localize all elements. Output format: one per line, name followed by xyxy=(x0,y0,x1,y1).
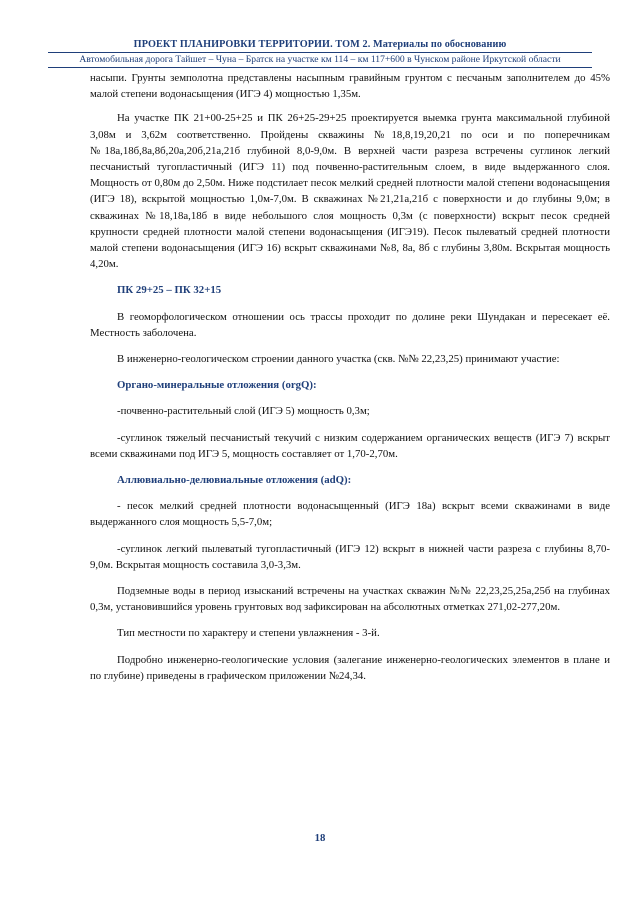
section-heading: Аллювиально-делювиальные отложения (adQ): xyxy=(117,474,352,487)
paragraph: Подробно инженерно-геологические условия (залегание инженерно-геологических элементов в плане и по глубине) приведены в графическом приложении №24,34. xyxy=(90,653,610,682)
page-header xyxy=(48,38,592,68)
paragraph: насыпи. Грунты земполотна представлены насыпным гравийным грунтом с песчаным заполнителем до 45% малой степени водонасыщения (ИГЭ 4) мощностью 1,35м. xyxy=(90,72,610,101)
paragraph: В инженерно-геологическом строении данного участка (скв. №№ 22,23,25) принимают участие: xyxy=(117,353,560,366)
paragraph: На участке ПК 21+00-25+25 и ПК 26+25-29+25 проектируется выемка грунта максимальной глубиной 3,08м и 3,62м соответственно. Пройдены скважины №18,8,19,20,21 по оси и по поперечникам №18а,18б,8а,8б,20а,20б,21а,21б глубиной 8,0-9,0м. В верхней части разреза встречены суглинок легкий песчанистый тугопластичный (ИГЭ 11) под почвенно-растительным слоем, в виде выдержанного слоя. Мощность от 0,80м до 2,50м. Ниже подстилает песок мелкий средней плотности малой степени водонасыщения (ИГЭ 18), вскрытой мощностью 1,0м-7,0м. В скважинах №21,21а,21б с поверхности и до глубины 9,0м; в скважинах №18,18а,18б в виде небольшого слоя мощность 0,3м (с поверхности) вскрыт песок средней крупности средней плотности малой степени водонасыщения (ИГЭ19). Песок пылеватый средней плотности малой степени водонасыщения (ИГЭ 16) вскрыт скважинами №8, 8а, 8б с глубины 3,80м. Вскрытая мощность 4,20м. xyxy=(90,112,610,271)
list-item: -суглинок тяжелый песчанистый текучий с низким содержанием органических веществ (ИГЭ 7) вскрыт всеми скважинами под ИГЭ 5, мощность составляет от 1,70-2,70м. xyxy=(90,431,610,460)
document-body xyxy=(90,70,610,694)
header-bottom-divider xyxy=(48,67,592,68)
paragraph: В геоморфологическом отношении ось трассы проходит по долине реки Шундакан и пересекает её. Местность заболочена. xyxy=(90,310,610,339)
page-number: 18 xyxy=(314,832,326,844)
paragraph: Подземные воды в период изысканий встречены на участках скважин №№ 22,23,25,25а,25б на глубинах 0,3м, установившийся уровень грунтовых вод зафиксирован на абсолютных отметках 271,02-277,20м. xyxy=(90,585,610,614)
header-subtitle: Автомобильная дорога Тайшет – Чуна – Братск на участке км 114 – км 117+600 в Чунском районе Иркутской области xyxy=(79,54,561,65)
header-divider xyxy=(48,52,592,53)
list-item: -суглинок легкий пылеватый тугопластичный (ИГЭ 12) вскрыт в нижней части разреза с глубины 8,70-9,0м. Вскрытая мощность составила 3,0-3,3м. xyxy=(90,542,610,571)
section-heading: Органо-минеральные отложения (orgQ): xyxy=(117,379,317,392)
paragraph: Тип местности по характеру и степени увлажнения - 3-й. xyxy=(117,627,380,640)
section-heading: ПК 29+25 – ПК 32+15 xyxy=(117,284,222,297)
list-item: -почвенно-растительный слой (ИГЭ 5) мощность 0,3м; xyxy=(117,405,370,418)
header-title: ПРОЕКТ ПЛАНИРОВКИ ТЕРРИТОРИИ. ТОМ 2. Материалы по обоснованию xyxy=(133,39,507,50)
list-item: - песок мелкий средней плотности водонасыщенный (ИГЭ 18а) вскрыт всеми скважинами в виде выдержанного слоя мощность 5,5-7,0м; xyxy=(90,500,610,529)
